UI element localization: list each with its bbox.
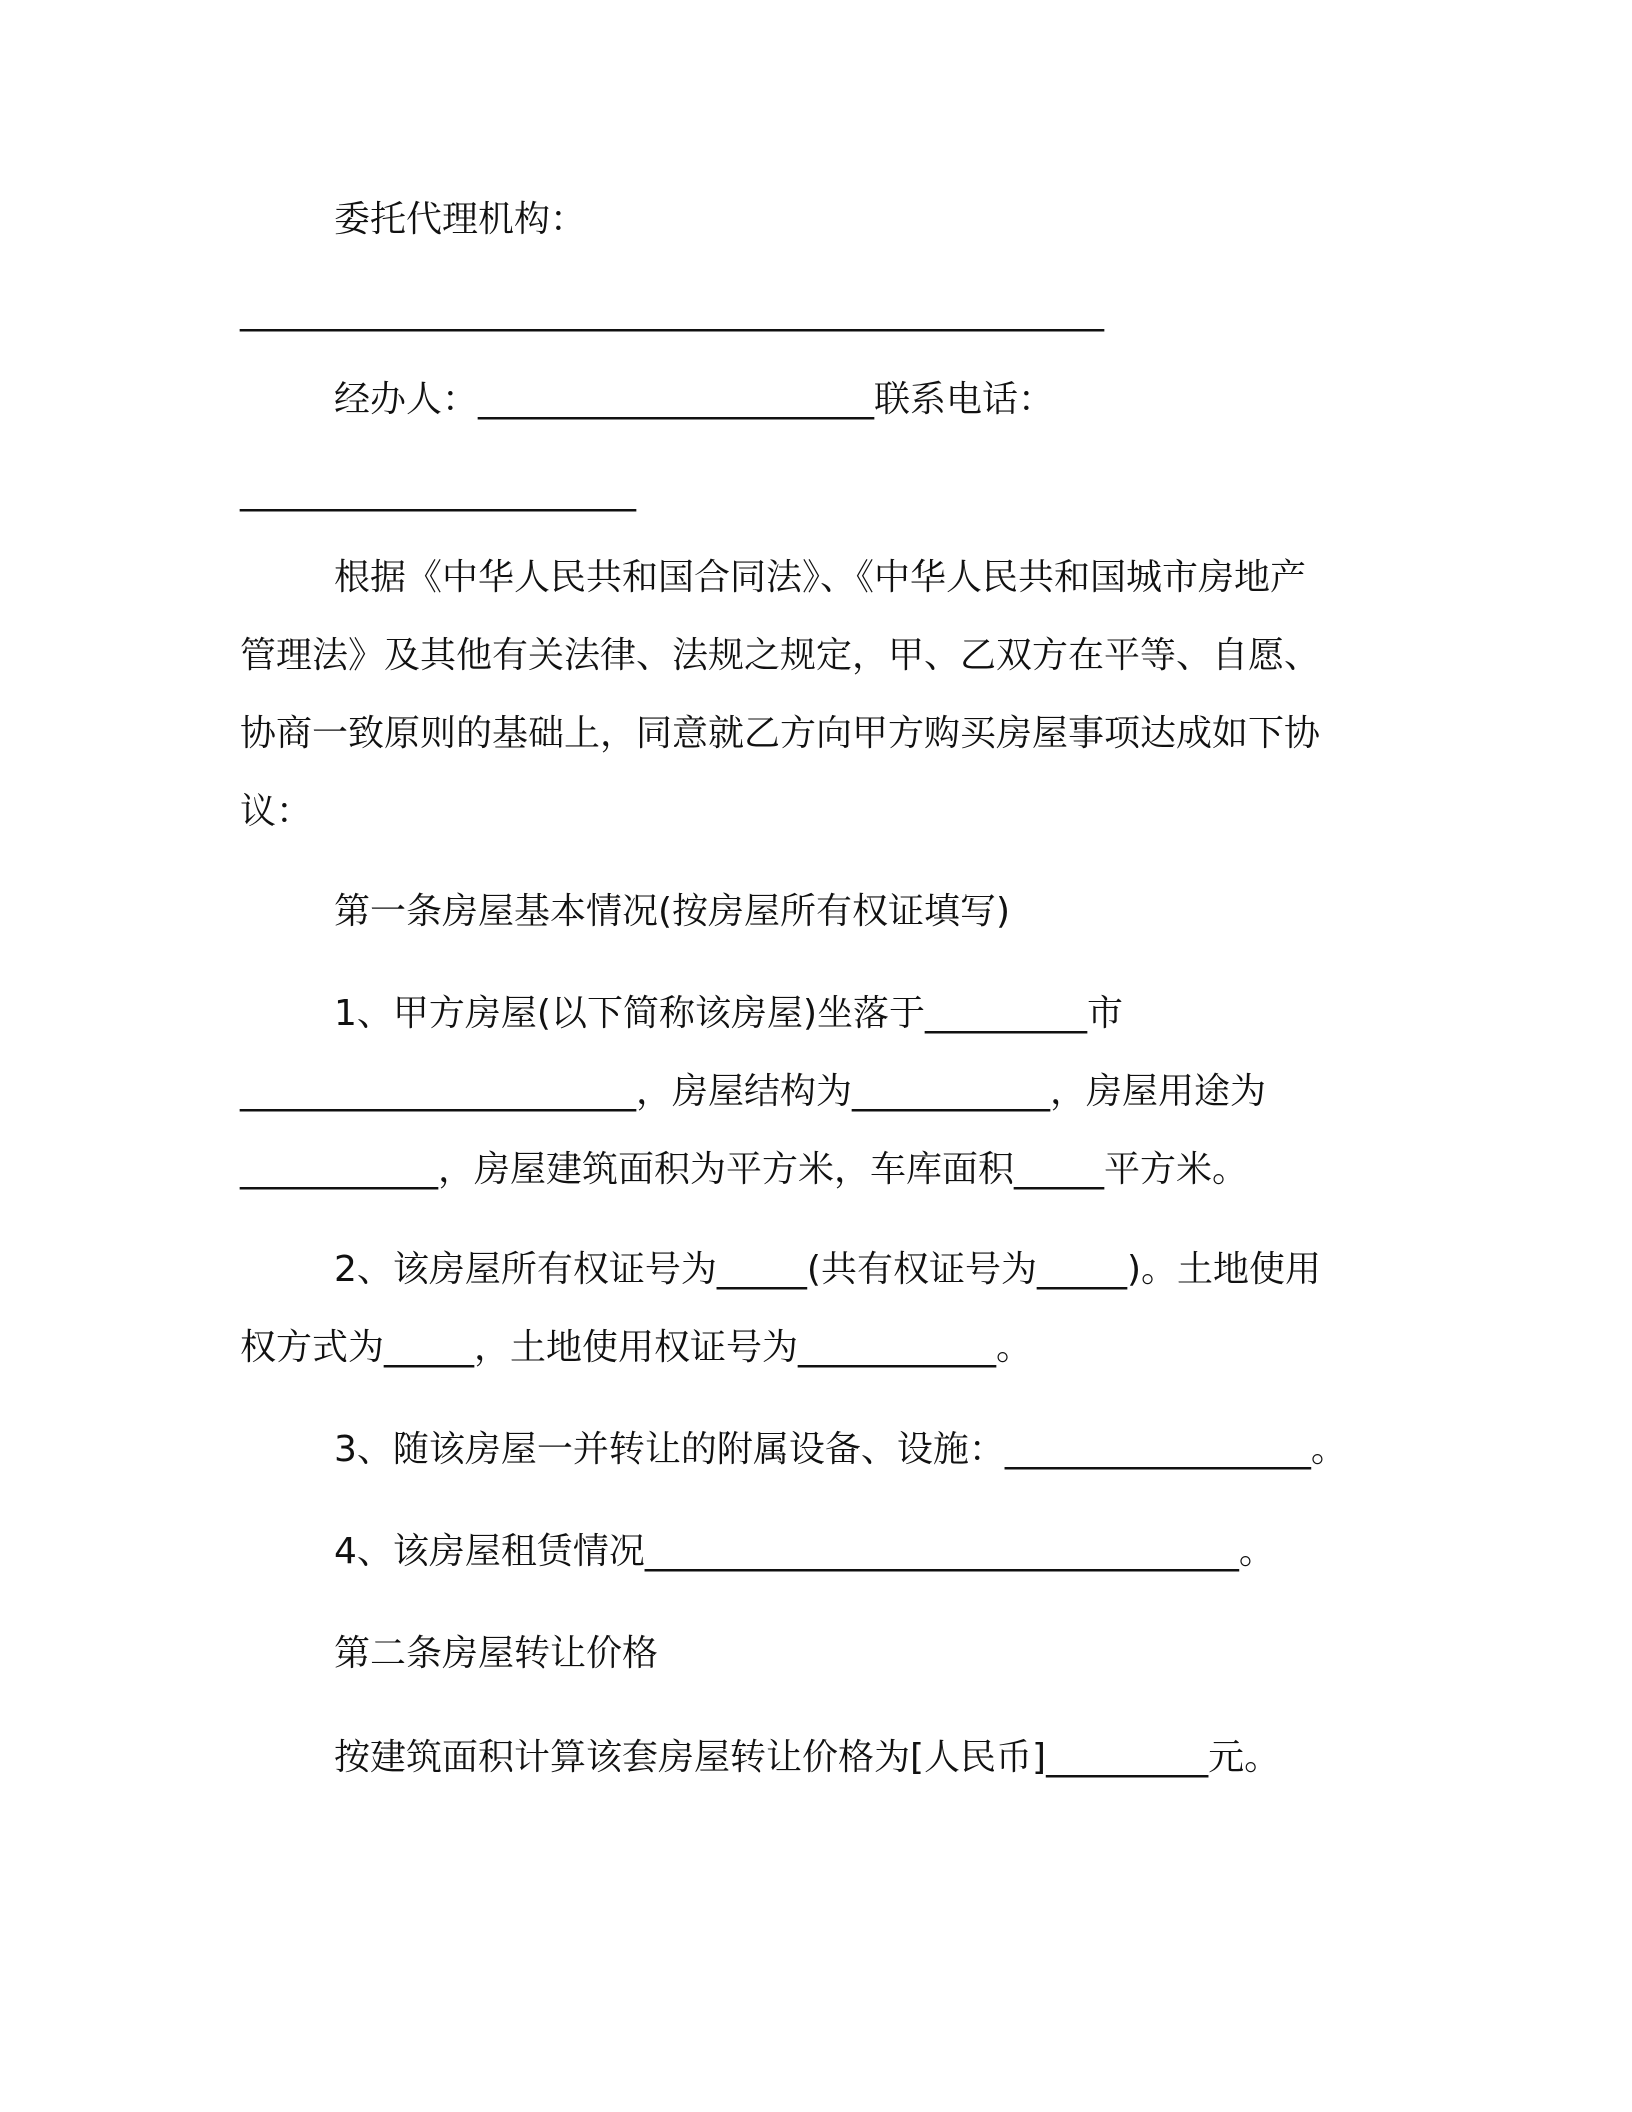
item-4-line: 4、该房屋租赁情况_________________________________。: [334, 1531, 1275, 1572]
item-2-line-2: 权方式为_____，土地使用权证号为___________。: [240, 1327, 1033, 1368]
preamble-line-4: 议：: [240, 791, 313, 832]
preamble-line-2: 管理法》及其他有关法律、法规之规定，甲、乙双方在平等、自愿、: [240, 635, 1321, 676]
item-1-line-2: ______________________，房屋结构为___________，房屋用途为: [240, 1071, 1267, 1112]
preamble-line-3: 协商一致原则的基础上，同意就乙方向甲方购买房屋事项达成如下协: [240, 713, 1321, 754]
item-3-line: 3、随该房屋一并转让的附属设备、设施：_________________。: [334, 1429, 1347, 1470]
item-2-line-1: 2、该房屋所有权证号为_____(共有权证号为_____)。土地使用: [334, 1249, 1321, 1290]
article-1-heading: 第一条房屋基本情况(按房屋所有权证填写): [334, 891, 1011, 932]
preamble-line-1: 根据《中华人民共和国合同法》、《中华人民共和国城市房地产: [334, 557, 1307, 598]
item-1-line-3: ___________，房屋建筑面积为平方米，车库面积_____平方米。: [240, 1149, 1249, 1190]
agent-phone-line: 经办人：______________________联系电话：: [334, 379, 1055, 420]
item-1-line-1: 1、甲方房屋(以下简称该房屋)坐落于_________市: [334, 993, 1123, 1034]
price-line: 按建筑面积计算该套房屋转让价格为[人民币]_________元。: [334, 1737, 1281, 1778]
phone-blank: ______________________: [240, 471, 636, 512]
agency-blank: ________________________________________________: [240, 291, 1104, 332]
agency-label: 委托代理机构：: [334, 199, 587, 240]
article-2-heading: 第二条房屋转让价格: [334, 1633, 659, 1674]
